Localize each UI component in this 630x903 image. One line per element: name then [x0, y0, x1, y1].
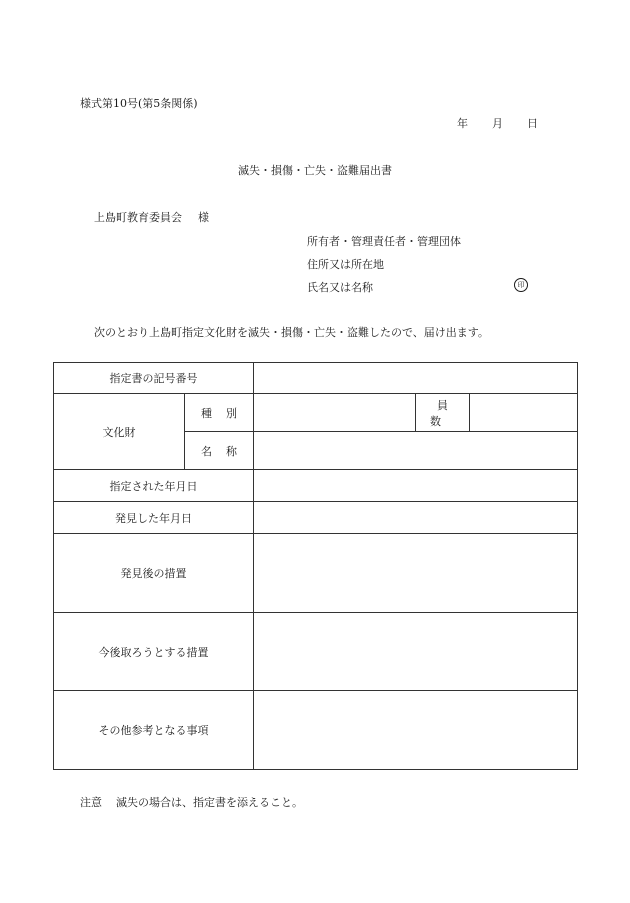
- applicant-owner-type: 所有者・管理責任者・管理団体: [307, 235, 461, 248]
- designation-date-label: 指定された年月日: [54, 470, 254, 502]
- applicant-name-label: 氏名又は名称: [307, 281, 373, 294]
- date-month-label: 月: [492, 117, 503, 130]
- addressee: [94, 209, 209, 225]
- table-row: [54, 363, 578, 394]
- table-row: [54, 613, 578, 691]
- name-label: [185, 432, 254, 470]
- statement-text: 次のとおり上島町指定文化財を滅失・損傷・亡失・盗難したので、届け出ます。: [94, 326, 489, 339]
- table-row: [54, 502, 578, 534]
- table-row: [54, 394, 578, 432]
- cultural-property-label: 文化財: [54, 394, 185, 470]
- applicant-address-label: 住所又は所在地: [307, 258, 384, 271]
- designation-number-field[interactable]: [254, 363, 578, 394]
- type-field[interactable]: [254, 394, 416, 432]
- type-label-text: 種別: [201, 406, 251, 420]
- document-title: 滅失・損傷・亡失・盗難届出書: [238, 164, 392, 177]
- count-label: [416, 394, 470, 432]
- date-day-label: 日: [527, 117, 538, 130]
- report-table: [53, 362, 578, 770]
- other-references-label: その他参考となる事項: [54, 691, 254, 770]
- future-measures-label: 今後取ろうとする措置: [54, 613, 254, 691]
- name-label-text: 名称: [201, 444, 251, 458]
- note-text: 滅失の場合は、指定書を添えること。: [116, 796, 303, 809]
- count-field[interactable]: [470, 394, 578, 432]
- note-label: 注意: [80, 796, 102, 809]
- discovery-date-label: 発見した年月日: [54, 502, 254, 534]
- discovery-date-field[interactable]: [254, 502, 578, 534]
- table-row: [54, 691, 578, 770]
- other-references-field[interactable]: [254, 691, 578, 770]
- seal-mark: 印: [514, 278, 528, 292]
- table-row: [54, 470, 578, 502]
- name-field[interactable]: [254, 432, 578, 470]
- addressee-honorific: 様: [198, 211, 209, 224]
- measures-after-discovery-label: 発見後の措置: [54, 534, 254, 613]
- note: [80, 794, 303, 810]
- date-line: [457, 115, 538, 131]
- form-number: 様式第10号(第5条関係): [80, 97, 198, 110]
- date-year-label: 年: [457, 117, 468, 130]
- future-measures-field[interactable]: [254, 613, 578, 691]
- addressee-name: 上島町教育委員会: [94, 211, 182, 224]
- type-label: [185, 394, 254, 432]
- designation-date-field[interactable]: [254, 470, 578, 502]
- measures-after-discovery-field[interactable]: [254, 534, 578, 613]
- table-row: [54, 534, 578, 613]
- designation-number-label: 指定書の記号番号: [54, 363, 254, 394]
- count-label-text: 員数: [430, 398, 462, 428]
